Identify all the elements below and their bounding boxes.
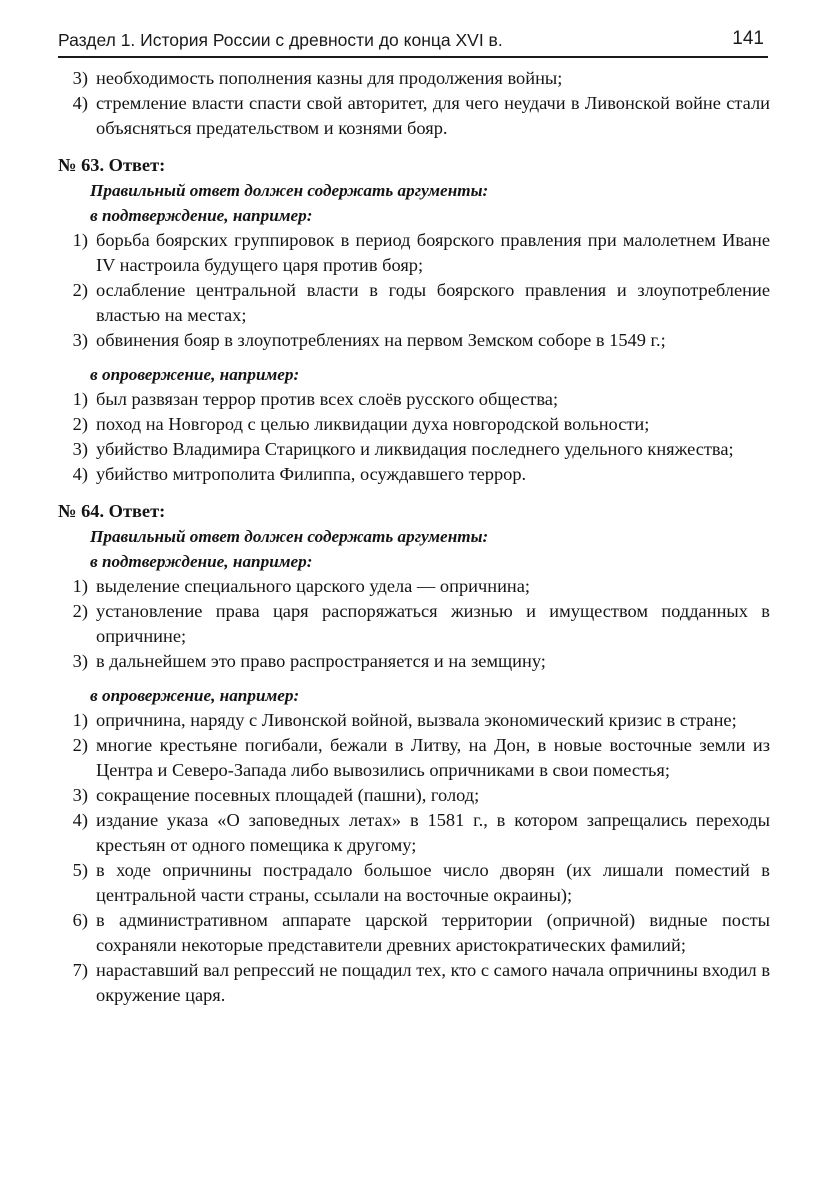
item-number: 3) [72, 651, 88, 671]
answer-64-con-label: в опровержение, например: [90, 686, 300, 705]
list-item [58, 387, 770, 412]
list-item [58, 783, 770, 808]
answer-63-con-label: в опровержение, например: [90, 365, 300, 384]
item-number: 7) [72, 960, 88, 980]
item-text: обвинения бояр в злоупотреблениях на первом Земском соборе в 1549 г.; [96, 330, 666, 350]
item-number: 6) [72, 910, 88, 930]
item-number: 2) [72, 280, 88, 300]
list-item [58, 958, 770, 1008]
item-number: 4) [72, 810, 88, 830]
item-text: стремление власти спасти свой авторитет, для чего неудачи в Ливонской войне стали объясняться предательством и кознями бояр. [96, 93, 770, 138]
item-number: 4) [72, 93, 88, 113]
list-item [58, 649, 770, 674]
item-number: 1) [72, 230, 88, 250]
answer-64-intro: Правильный ответ должен содержать аргументы: [90, 527, 489, 546]
item-number: 2) [72, 414, 88, 434]
item-number: 3) [72, 330, 88, 350]
item-text: ослабление центральной власти в годы боярского правления и злоупотребление властью на местах; [96, 280, 770, 325]
item-text: борьба боярских группировок в период боярского правления при малолетнем Иване IV настроила будущего царя против бояр; [96, 230, 770, 275]
item-number: 4) [72, 464, 88, 484]
item-text: многие крестьяне погибали, бежали в Литву, на Дон, в новые восточные земли из Центра и Северо-Запада либо вывозились опричниками в свои поместья; [96, 735, 770, 780]
list-item [58, 278, 770, 328]
list-item [58, 66, 770, 91]
list-item [58, 437, 770, 462]
item-number: 3) [72, 68, 88, 88]
item-text: издание указа «О заповедных летах» в 1581 г., в котором запрещались переходы крестьян от одного помещика к другому; [96, 810, 770, 855]
list-item [58, 733, 770, 783]
answer-63-intro: Правильный ответ должен содержать аргументы: [90, 181, 489, 200]
item-text: в дальнейшем это право распространяется и на земщину; [96, 651, 546, 671]
answer-64-pro-label: в подтверждение, например: [90, 552, 313, 571]
answer-63-heading: № 63. Ответ: [58, 155, 166, 175]
list-item [58, 328, 770, 353]
page-number: 141 [732, 28, 764, 49]
item-number: 5) [72, 860, 88, 880]
item-text: в административном аппарате царской территории (опричной) видные посты сохраняли некоторые представители древних аристократических фамилий; [96, 910, 770, 955]
list-item [58, 228, 770, 278]
item-text: убийство Владимира Старицкого и ликвидация последнего удельного княжества; [96, 439, 734, 459]
list-item [58, 412, 770, 437]
list-item [58, 858, 770, 908]
list-item [58, 599, 770, 649]
item-text: убийство митрополита Филиппа, осуждавшего террор. [96, 464, 527, 484]
item-text: сокращение посевных площадей (пашни), голод; [96, 785, 480, 805]
list-item [58, 462, 770, 487]
answer-63-pro-label: в подтверждение, например: [90, 206, 313, 225]
list-item [58, 908, 770, 958]
item-text: выделение специального царского удела — опричнина; [96, 576, 531, 596]
list-item [58, 91, 770, 141]
section-title: Раздел 1. История России с древности до конца XVI в. [58, 30, 503, 50]
list-item [58, 708, 770, 733]
item-text: необходимость пополнения казны для продолжения войны; [96, 68, 563, 88]
item-text: опричнина, наряду с Ливонской войной, вызвала экономический кризис в стране; [96, 710, 737, 730]
item-number: 3) [72, 439, 88, 459]
item-number: 2) [72, 601, 88, 621]
list-item [58, 574, 770, 599]
item-number: 2) [72, 735, 88, 755]
page-content [58, 66, 770, 1008]
item-number: 1) [72, 389, 88, 409]
answer-64-heading: № 64. Ответ: [58, 501, 166, 521]
item-text: в ходе опричнины пострадало большое число дворян (их лишали поместий в центральной части страны, ссылали на восточные окраины); [96, 860, 770, 905]
item-number: 1) [72, 576, 88, 596]
item-text: нараставший вал репрессий не пощадил тех, кто с самого начала опричнины входил в окружение царя. [96, 960, 770, 1005]
item-text: установление права царя распоряжаться жизнью и имуществом подданных в опричнине; [96, 601, 770, 646]
running-header [58, 22, 768, 58]
list-item [58, 808, 770, 858]
item-text: поход на Новгород с целью ликвидации духа новгородской вольности; [96, 414, 650, 434]
item-number: 3) [72, 785, 88, 805]
item-number: 1) [72, 710, 88, 730]
item-text: был развязан террор против всех слоёв русского общества; [96, 389, 559, 409]
